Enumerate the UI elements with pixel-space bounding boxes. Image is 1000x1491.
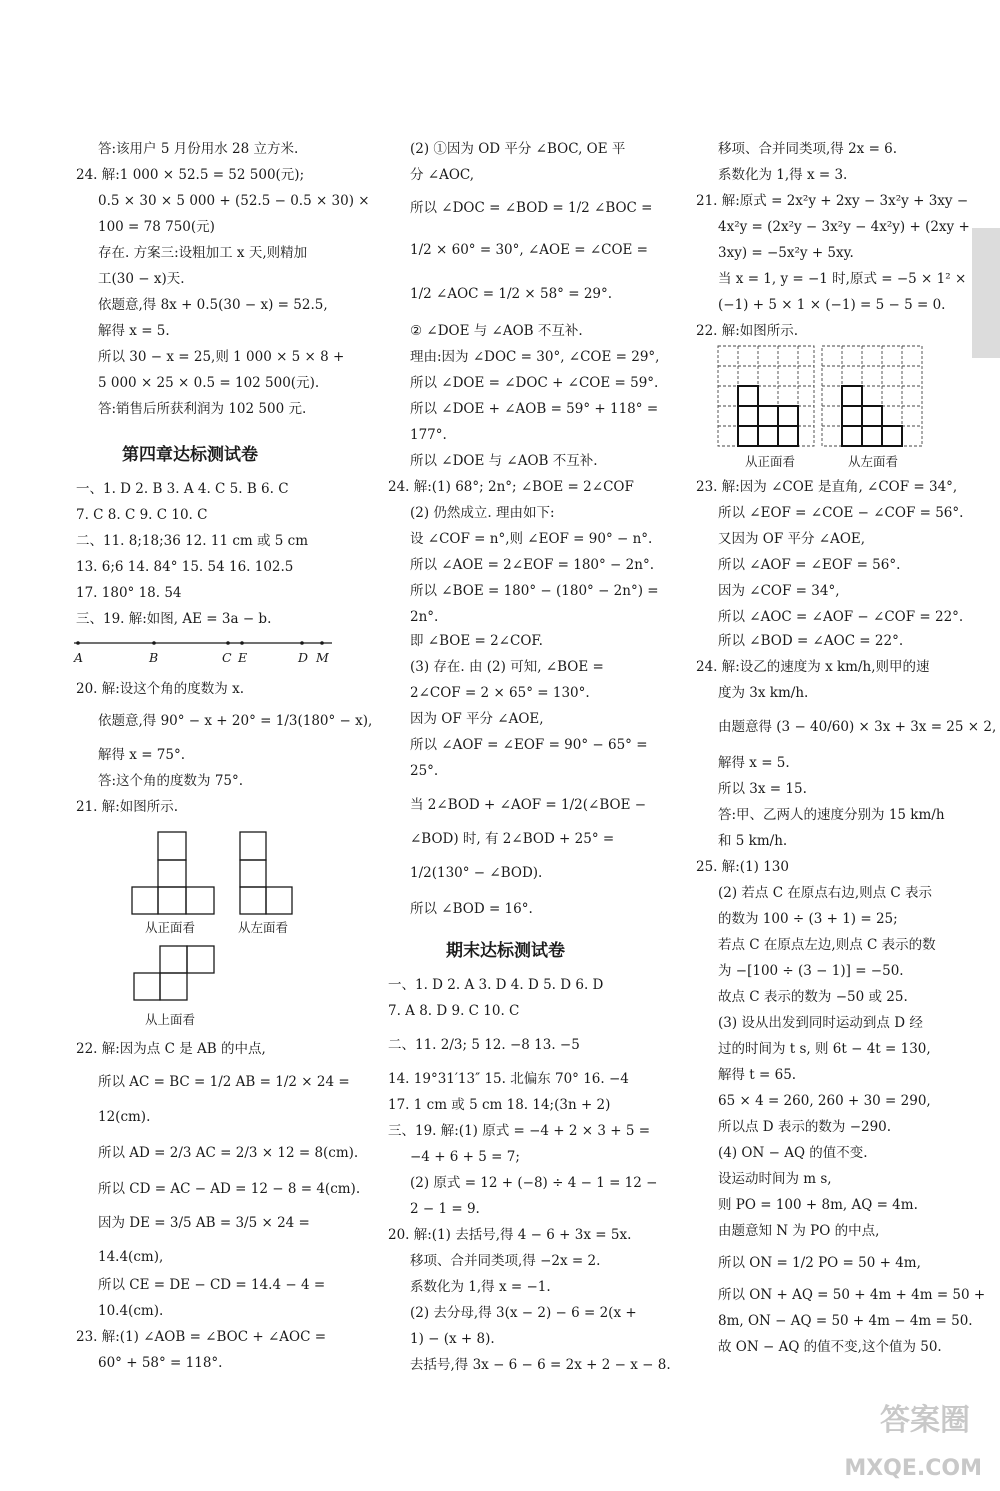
- text-line: 解得 x = 5.: [718, 755, 790, 771]
- text-line: ∠BOD) 时, 有 2∠BOD + 25° =: [410, 831, 615, 847]
- text-line: 即 ∠BOE = 2∠COF.: [410, 633, 543, 649]
- text-line: (3) 设从出发到同时运动到点 D 经: [718, 1015, 923, 1031]
- text-line: 24. 解:(1) 68°; 2n°; ∠BOE = 2∠COF: [388, 479, 634, 495]
- answer-line: 三、19. 解:如图, AE = 3a − b.: [76, 611, 272, 627]
- text-line: 10.4(cm).: [98, 1303, 164, 1319]
- view-label-front: 从正面看: [145, 920, 196, 935]
- text-line: 理由:因为 ∠DOC = 30°, ∠COE = 29°,: [410, 349, 660, 365]
- text-line: ② ∠DOE 与 ∠AOB 不互补.: [410, 323, 583, 339]
- point-label-D: D: [298, 650, 309, 665]
- text-line: 21. 解:原式 = 2x²y + 2xy − 3x²y + 3xy −: [696, 193, 969, 209]
- text-line: 所以 ∠AOE = 2∠EOF = 180° − 2n°.: [410, 557, 654, 573]
- text-line: 8m, ON − AQ = 50 + 4m − 4m = 50.: [718, 1313, 973, 1329]
- point-label-E: E: [238, 650, 248, 665]
- text-line: 14.4(cm),: [98, 1249, 164, 1265]
- text-line: 所以 ∠DOE = ∠DOC + ∠COE = 59°.: [410, 375, 659, 391]
- section-heading: 第四章达标测试卷: [122, 445, 258, 465]
- text-line: 分 ∠AOC,: [410, 167, 475, 183]
- text-line: 去括号,得 3x − 6 − 6 = 2x + 2 − x − 8.: [410, 1357, 671, 1373]
- text-line: 60° + 58° = 118°.: [98, 1355, 223, 1371]
- text-line: 和 5 km/h.: [718, 833, 788, 849]
- text-line: 设 ∠COF = n°,则 ∠EOF = 90° − n°.: [410, 531, 653, 547]
- text-line: 22. 解:如图所示.: [696, 323, 799, 339]
- text-line: 所以 ∠BOD = ∠AOC = 22°.: [718, 633, 904, 649]
- grid-views-figure: [716, 344, 926, 450]
- text-line: 所以 ∠DOC = ∠BOD = 1/2 ∠BOC =: [410, 200, 653, 216]
- text-line: 移项、合并同类项,得 2x = 6.: [718, 141, 898, 157]
- text-line: 23. 解:(1) ∠AOB = ∠BOC + ∠AOC =: [76, 1329, 327, 1345]
- point-label-M: M: [316, 650, 329, 665]
- answer-line: 一、1. D 2. A 3. D 4. D 5. D 6. D: [388, 977, 604, 993]
- text-line: 因为 DE = 3/5 AB = 3/5 × 24 =: [98, 1215, 310, 1231]
- text-line: 系数化为 1,得 x = 3.: [718, 167, 848, 183]
- text-line: −4 + 6 + 5 = 7;: [410, 1149, 520, 1165]
- text-line: 21. 解:如图所示.: [76, 799, 179, 815]
- text-line: 24. 解:1 000 × 52.5 = 52 500(元);: [76, 167, 305, 183]
- text-line: 22. 解:因为点 C 是 AB 的中点,: [76, 1041, 266, 1057]
- text-line: 解得 x = 5.: [98, 323, 170, 339]
- text-line: 100 = 78 750(元): [98, 219, 215, 235]
- text-line: 2∠COF = 2 × 65° = 130°.: [410, 685, 590, 701]
- answer-line: 14. 19°31′13″ 15. 北偏东 70° 16. −4: [388, 1071, 629, 1087]
- text-line: 0.5 × 30 × 5 000 + (52.5 − 0.5 × 30) ×: [98, 193, 370, 209]
- page-edge-tab: [972, 228, 1000, 358]
- text-line: 度为 3x km/h.: [718, 685, 809, 701]
- text-line: 25°.: [410, 763, 439, 779]
- text-line: (2) 去分母,得 3(x − 2) − 6 = 2(x +: [410, 1305, 637, 1321]
- text-line: 当 x = 1, y = −1 时,原式 = −5 × 1² ×: [718, 271, 967, 287]
- text-line: 工(30 − x)天.: [98, 271, 185, 287]
- view-label-front: 从正面看: [745, 454, 796, 469]
- answer-line: 二、11. 8;18;36 12. 11 cm 或 5 cm: [76, 533, 309, 549]
- text-line: 20. 解:(1) 去括号,得 4 − 6 + 3x = 5x.: [388, 1227, 632, 1243]
- text-line: 由题意知 N 为 PO 的中点,: [718, 1223, 880, 1239]
- text-line: (4) ON − AQ 的值不变.: [718, 1145, 868, 1161]
- text-line: 答:销售后所获利润为 102 500 元.: [98, 401, 307, 417]
- view-label-top: 从上面看: [145, 1012, 196, 1027]
- text-line: 所以 ∠AOF = ∠EOF = 56°.: [718, 557, 901, 573]
- text-line: 所以 ∠EOF = ∠COE − ∠COF = 56°.: [718, 505, 964, 521]
- answer-line: 7. C 8. C 9. C 10. C: [76, 507, 208, 523]
- text-line: 答:这个角的度数为 75°.: [98, 773, 244, 789]
- text-line: 由题意得 (3 − 40/60) × 3x + 3x = 25 × 2,: [718, 719, 997, 735]
- text-line: 故 ON − AQ 的值不变,这个值为 50.: [718, 1339, 942, 1355]
- text-line: 依题意,得 8x + 0.5(30 − x) = 52.5,: [98, 297, 328, 313]
- text-line: 1/2 ∠AOC = 1/2 × 58° = 29°.: [410, 286, 613, 302]
- text-line: 设运动时间为 m s,: [718, 1171, 832, 1187]
- text-line: 20. 解:设这个角的度数为 x.: [76, 681, 245, 697]
- answer-line: 7. A 8. D 9. C 10. C: [388, 1003, 520, 1019]
- text-line: 的数为 100 ÷ (3 + 1) = 25;: [718, 911, 898, 927]
- text-line: 所以 CE = DE − CD = 14.4 − 4 =: [98, 1277, 326, 1293]
- text-line: (2) 原式 = 12 + (−8) ÷ 4 − 1 = 12 −: [410, 1175, 658, 1191]
- text-line: 所以 ON = 1/2 PO = 50 + 4m,: [718, 1255, 921, 1271]
- text-line: 存在. 方案三:设粗加工 x 天,则精加: [98, 245, 308, 261]
- text-line: (−1) + 5 × 1 × (−1) = 5 − 5 = 0.: [718, 297, 946, 313]
- text-line: 所以 ∠DOE + ∠AOB = 59° + 118° =: [410, 401, 659, 417]
- text-line: 答:甲、乙两人的速度分别为 15 km/h: [718, 807, 945, 823]
- text-line: 所以 ∠BOE = 180° − (180° − 2n°) =: [410, 583, 659, 599]
- text-line: 2 − 1 = 9.: [410, 1201, 480, 1217]
- text-line: 所以 3x = 15.: [718, 781, 807, 797]
- text-line: 依题意,得 90° − x + 20° = 1/3(180° − x),: [98, 713, 373, 729]
- watermark-logo: 答案圈: [880, 1403, 970, 1438]
- text-line: 三、19. 解:(1) 原式 = −4 + 2 × 3 + 5 =: [388, 1123, 651, 1139]
- text-line: 1) − (x + 8).: [410, 1331, 495, 1347]
- text-line: 因为 ∠COF = 34°,: [718, 583, 840, 599]
- answer-line: 17. 180° 18. 54: [76, 585, 182, 601]
- view-label-left: 从左面看: [238, 920, 289, 935]
- text-line: 所以 CD = AC − AD = 12 − 8 = 4(cm).: [98, 1181, 361, 1197]
- text-line: 所以 AC = BC = 1/2 AB = 1/2 × 24 =: [98, 1074, 350, 1090]
- text-line: 所以点 D 表示的数为 −290.: [718, 1119, 892, 1135]
- answer-line: 13. 6;6 14. 84° 15. 54 16. 102.5: [76, 559, 294, 575]
- top-view-figure: [132, 944, 220, 1004]
- left-view-figure: [238, 830, 298, 916]
- text-line: (2) 仍然成立. 理由如下:: [410, 505, 555, 521]
- text-line: (2) ①因为 OD 平分 ∠BOC, OE 平: [410, 141, 626, 157]
- answer-line: 17. 1 cm 或 5 cm 18. 14;(3n + 2): [388, 1097, 611, 1113]
- text-line: (2) 若点 C 在原点右边,则点 C 表示: [718, 885, 933, 901]
- text-line: 65 × 4 = 260, 260 + 30 = 290,: [718, 1093, 931, 1109]
- text-line: 又因为 OF 平分 ∠AOE,: [718, 531, 866, 547]
- text-line: 所以 AD = 2/3 AC = 2/3 × 12 = 8(cm).: [98, 1145, 359, 1161]
- text-line: 过的时间为 t s, 则 6t − 4t = 130,: [718, 1041, 931, 1057]
- text-line: 因为 OF 平分 ∠AOE,: [410, 711, 544, 727]
- text-line: 所以 ∠AOF = ∠EOF = 90° − 65° =: [410, 737, 648, 753]
- text-line: 1/2 × 60° = 30°, ∠AOE = ∠COE =: [410, 242, 648, 258]
- text-line: 24. 解:设乙的速度为 x km/h,则甲的速: [696, 659, 930, 675]
- text-line: 4x²y = (2x²y − 3x²y − 4x²y) + (2xy +: [718, 219, 970, 235]
- text-line: 解得 t = 65.: [718, 1067, 797, 1083]
- text-line: 所以 ∠BOD = 16°.: [410, 901, 533, 917]
- text-line: 系数化为 1,得 x = −1.: [410, 1279, 551, 1295]
- text-line: 12(cm).: [98, 1109, 151, 1125]
- text-line: 1/2(130° − ∠BOD).: [410, 865, 543, 881]
- answer-line: 二、11. 2/3; 5 12. −8 13. −5: [388, 1037, 580, 1053]
- text-line: 177°.: [410, 427, 447, 443]
- text-line: 为 −[100 ÷ (3 − 1)] = −50.: [718, 963, 904, 979]
- text-line: 解得 x = 75°.: [98, 747, 186, 763]
- text-line: 5 000 × 25 × 0.5 = 102 500(元).: [98, 375, 320, 391]
- text-line: 若点 C 在原点左边,则点 C 表示的数: [718, 937, 936, 953]
- text-line: 所以 30 − x = 25,则 1 000 × 5 × 8 +: [98, 349, 345, 365]
- text-line: 则 PO = 100 + 8m, AQ = 4m.: [718, 1197, 918, 1213]
- text-line: 所以 ∠AOC = ∠AOF − ∠COF = 22°.: [718, 609, 964, 625]
- text-line: 故点 C 表示的数为 −50 或 25.: [718, 989, 908, 1005]
- text-line: 25. 解:(1) 130: [696, 859, 789, 875]
- text-line: 23. 解:因为 ∠COE 是直角, ∠COF = 34°,: [696, 479, 958, 495]
- text-line: 所以 ∠DOE 与 ∠AOB 不互补.: [410, 453, 598, 469]
- text-line: 移项、合并同类项,得 −2x = 2.: [410, 1253, 601, 1269]
- text-line: (3) 存在. 由 (2) 可知, ∠BOE =: [410, 659, 604, 675]
- point-label-B: B: [149, 650, 159, 665]
- text-line: 2n°.: [410, 609, 439, 625]
- point-label-C: C: [222, 650, 232, 665]
- text-line: 3xy) = −5x²y + 5xy.: [718, 245, 854, 261]
- watermark-text: MXQE.COM: [844, 1456, 982, 1481]
- text-line: 当 2∠BOD + ∠AOF = 1/2(∠BOE −: [410, 797, 647, 813]
- text-line: 所以 ON + AQ = 50 + 4m + 4m = 50 +: [718, 1287, 986, 1303]
- front-view-figure: [130, 830, 230, 916]
- answer-line: 一、1. D 2. B 3. A 4. C 5. B 6. C: [76, 481, 289, 497]
- section-heading: 期末达标测试卷: [446, 941, 565, 961]
- point-label-A: A: [74, 650, 84, 665]
- text-line: 答:该用户 5 月份用水 28 立方米.: [98, 141, 299, 157]
- view-label-left: 从左面看: [848, 454, 899, 469]
